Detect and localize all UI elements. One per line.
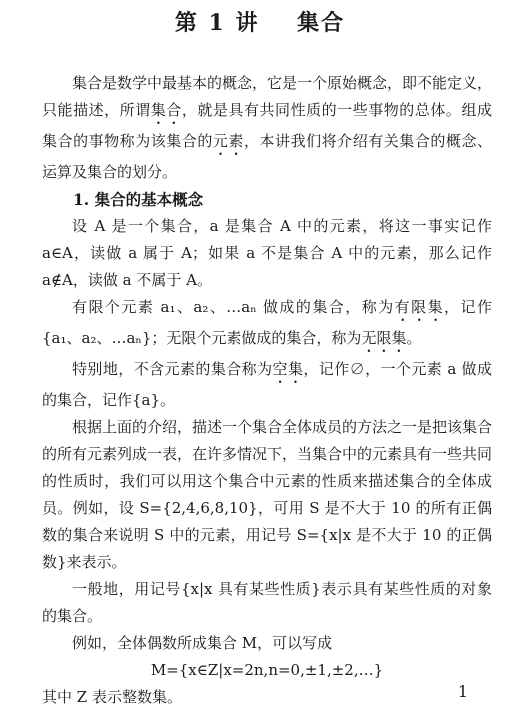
intro-text-c: ，本讲我们将介绍有关集合的概念、运算及集合的划分。 [42,132,492,181]
paragraph-membership: 设 A 是一个集合，a 是集合 A 中的元素，将这一事实记作 a∈A，读做 a 属于 A；如果 a 不是集合 A 中的元素，那么记作 a∉A，读做 a 不属于 A。 [42,217,492,289]
para3-text-a: 特别地，不含元素的集合称为 [72,360,273,378]
paragraph-example: 例如，全体偶数所成集合 M，可以写成 [72,634,333,652]
term-set: 集合 [150,101,182,119]
para3-text-b: ，记作∅，一个元素 a 做成的集合，记作{a}。 [42,360,492,409]
term-empty-set: 空集 [272,360,304,378]
paragraph-description: 根据上面的介绍，描述一个集合全体成员的方法之一是把该集合的所有元素列成一表，在许多情况下，当集合中的元素具有一些共同的性质时，我们可以用这个集合中元素的性质来描述集合的全体成员。例如，设 S={2,4,6,8,10}，可用 S 是不大于 10 的所有正偶数的集合来说明 S 中的元素，用记号 S={x|x 是不大于 10 的正偶数}来表示。 [42,418,493,571]
page-title [0,6,520,37]
intro-text-a: 集合是数学中最基本的概念，它是一个原始概念，即不能定义，只能描述，所谓 [42,74,493,119]
page-number: 1 [457,682,468,701]
paragraph-finite-infinite [42,294,492,356]
para2-text-b: ，记作 {a₁、a₂、…aₙ}；无限个元素做成的集合，称为 [42,298,492,347]
paragraph-empty-set [42,356,492,414]
para2-text-a: 有限个元素 a₁、a₂、…aₙ 做成的集合，称为 [72,298,395,316]
paragraph-integers: 其中 Z 表示整数集。 [42,688,182,706]
term-element: 元素 [212,132,244,150]
para2-text-c: 。 [406,329,422,347]
lecture-topic: 集合 [297,10,346,36]
body-text [42,70,492,711]
paragraph-notation: 一般地，用记号{x|x 具有某些性质}表示具有某些性质的对象的集合。 [42,580,492,625]
lecture-number: 第 1 讲 [174,10,260,36]
formula: M={x∈Z|x=2n,n=0,±1,±2,…} [150,661,384,679]
term-finite-set: 有限集 [394,298,445,316]
term-infinite-set: 无限集 [361,329,407,347]
intro-paragraph [42,70,492,186]
intro-text-b: ，就是具有共同性质的一些事物的总体。组成集合的事物称为该集合的 [42,101,492,150]
section-heading: 1. 集合的基本概念 [73,190,204,209]
